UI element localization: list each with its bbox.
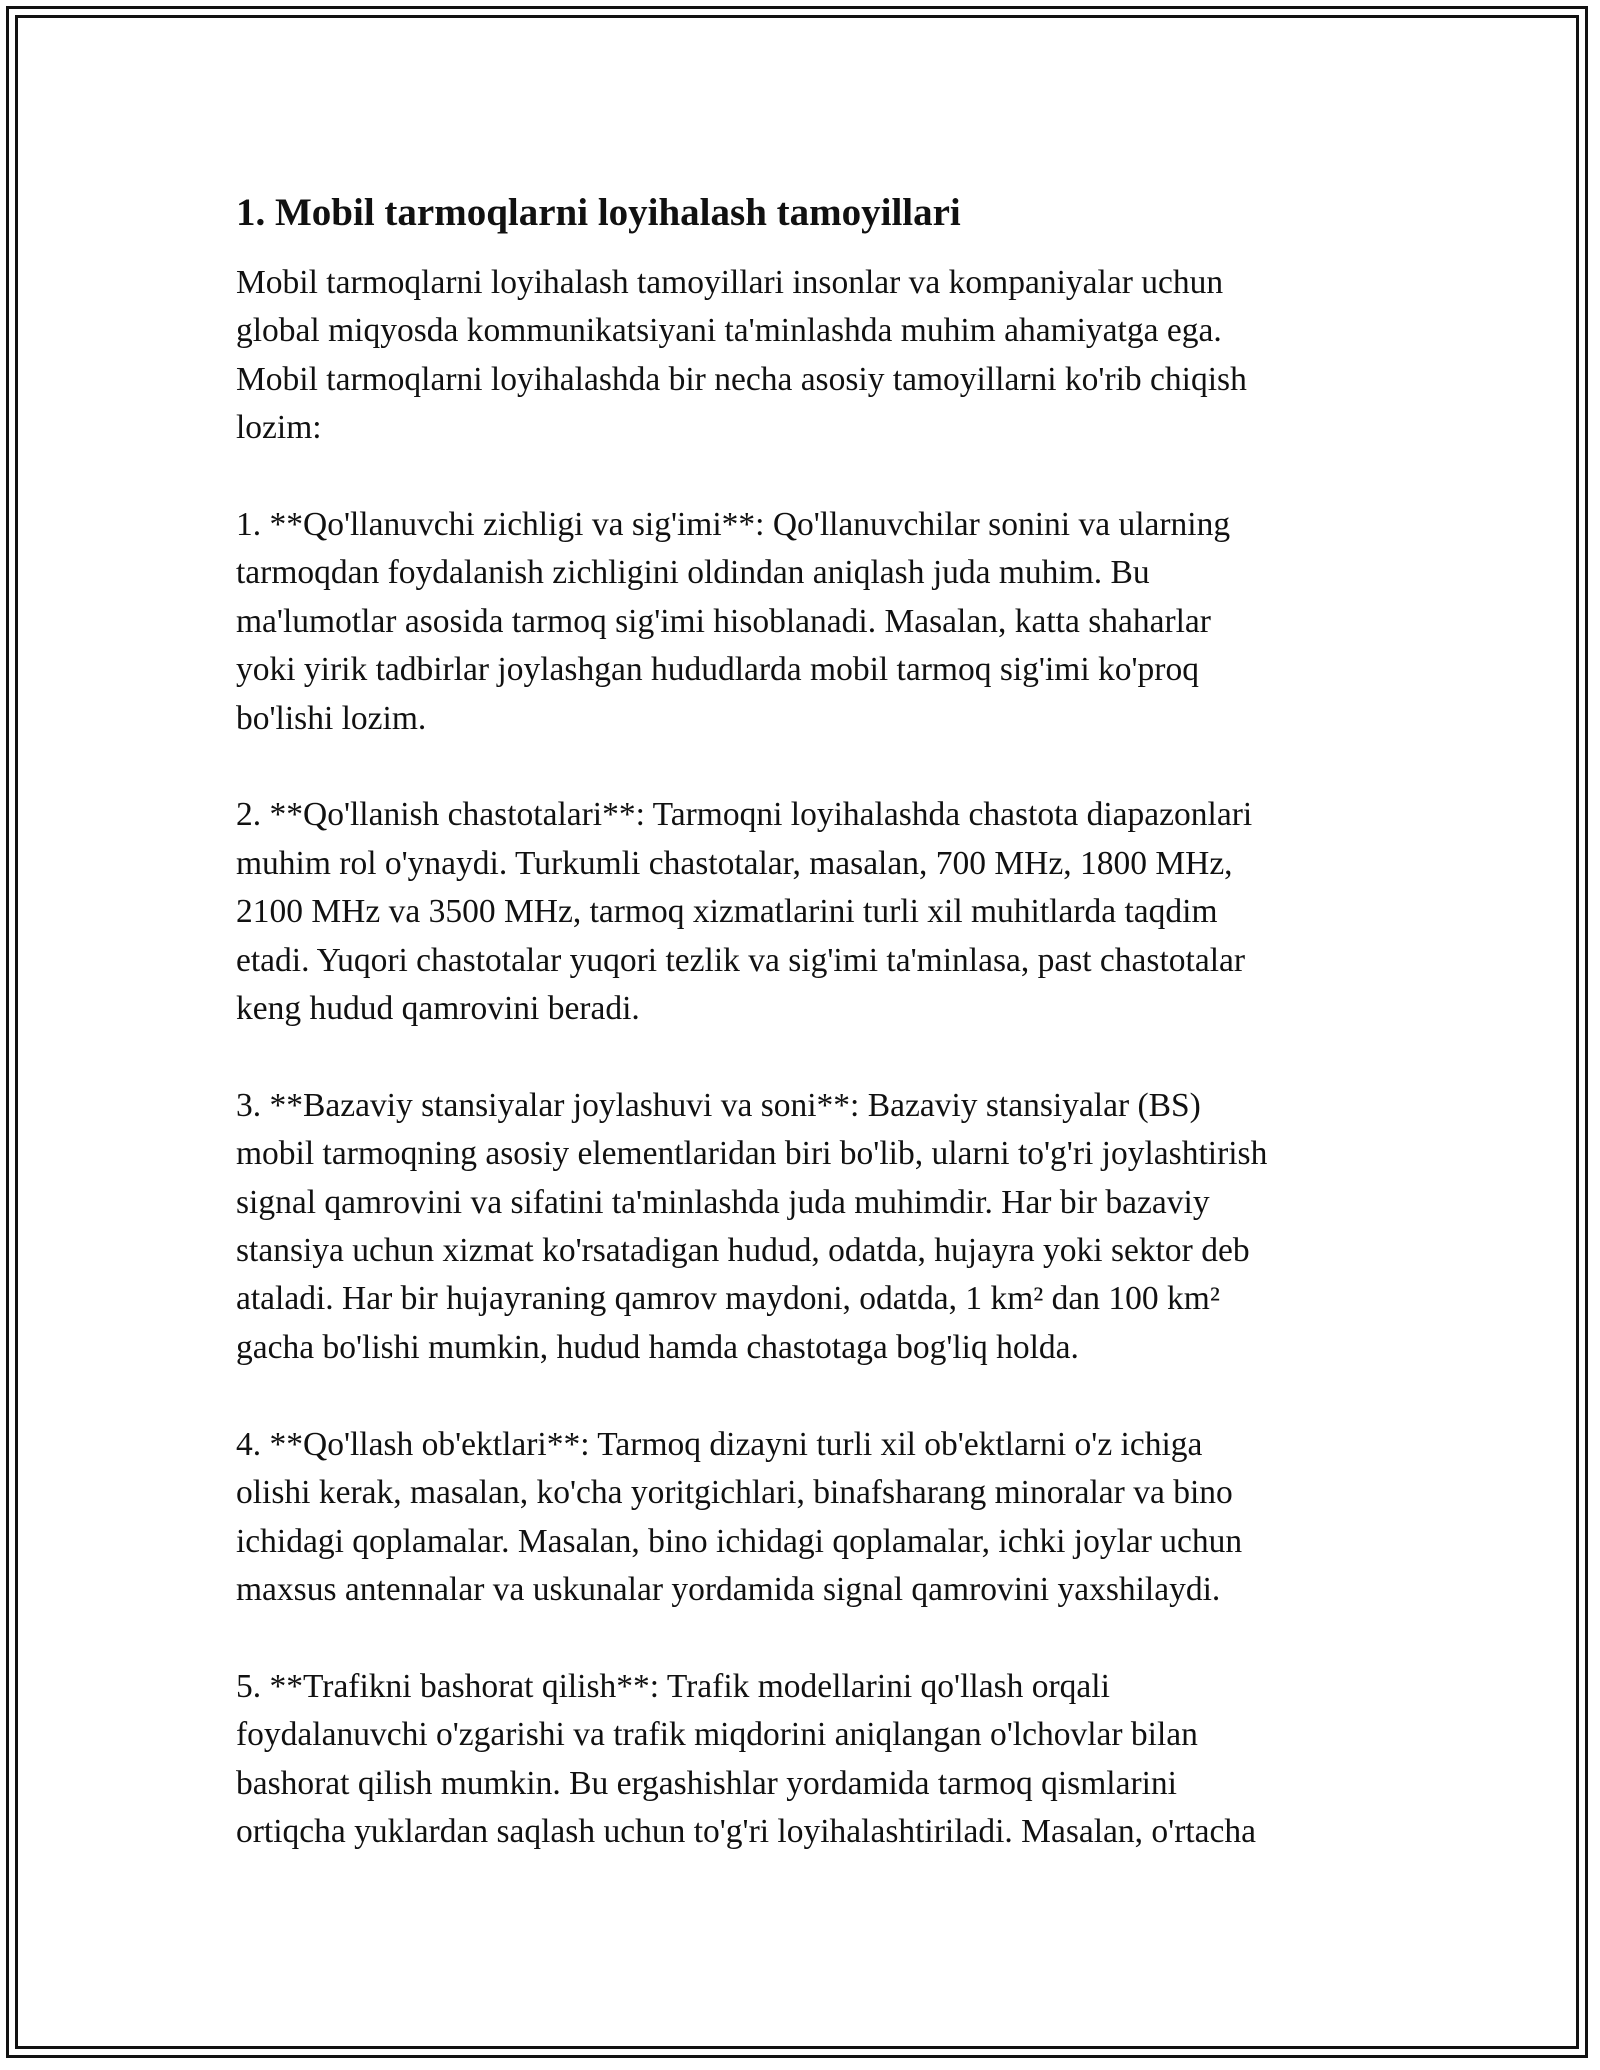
list-item-objects: 4. **Qo'llash ob'ektlari**: Tarmoq dizayni turli xil ob'ektlarni o'z ichiga olishi kerak, masalan, ko'cha yoritgichlari, binafsharang minoralar va bino ichidagi qoplamalar. Masalan, bino ichidagi qoplamalar, ichki joylar uchun maxsus antennalar va uskunalar yordamida signal qamrovini yaxshilaydi.	[236, 1425, 1243, 1608]
section-heading: 1. Mobil tarmoqlarni loyihalash tamoyillari	[236, 191, 961, 234]
document-body	[236, 185, 1376, 1856]
list-item-capacity: 1. **Qo'llanuvchi zichligi va sig'imi**: Qo'llanuvchilar sonini va ularning tarmoqdan foydalanish zichligini oldindan aniqlash juda muhim. Bu ma'lumotlar asosida tarmoq sig'imi hisoblanadi. Masalan, katta shaharlar yoki yirik tadbirlar joylashgan hududlarda mobil tarmoq sig'imi ko'proq bo'lishi lozim.	[236, 506, 1231, 737]
list-item-traffic-forecast: 5. **Trafikni bashorat qilish**: Trafik modellarini qo'llash orqali foydalanuvchi o'zgarishi va trafik miqdorini aniqlangan o'lchovlar bilan bashorat qilish mumkin. Bu ergashishlar yordamida tarmoq qismlarini ortiqcha yuklardan saqlash uchun to'g'ri loyihalashtiriladi. Masalan, o'rtacha	[236, 1667, 1257, 1850]
intro-paragraph: Mobil tarmoqlarni loyihalash tamoyillari insonlar va kompaniyalar uchun global miqyosda kommunikatsiyani ta'minlashda muhim ahamiyatga ega. Mobil tarmoqlarni loyihalashda bir necha asosiy tamoyillarni ko'rib chiqish lozim:	[236, 264, 1247, 447]
list-item-frequencies: 2. **Qo'llanish chastotalari**: Tarmoqni loyihalashda chastota diapazonlari muhim rol o'ynaydi. Turkumli chastotalar, masalan, 700 MHz, 1800 MHz, 2100 MHz va 3500 MHz, tarmoq xizmatlarini turli xil muhitlarda taqdim etadi. Yuqori chastotalar yuqori tezlik va sig'imi ta'minlasa, past chastotalar keng hudud qamrovini beradi.	[236, 796, 1253, 1028]
list-item-base-stations: 3. **Bazaviy stansiyalar joylashuvi va soni**: Bazaviy stansiyalar (BS) mobil tarmoqning asosiy elementlaridan biri bo'lib, ularni to'g'ri joylashtirish signal qamrovini va sifatini ta'minlashda juda muhimdir. Har bir bazaviy stansiya uchun xizmat ko'rsatadigan hudud, odatda, hujayra yoki sektor deb ataladi. Har bir hujayraning qamrov maydoni, odatda, 1 km² dan 100 km² gacha bo'lishi mumkin, hudud hamda chastotaga bog'liq holda.	[236, 1086, 1268, 1366]
